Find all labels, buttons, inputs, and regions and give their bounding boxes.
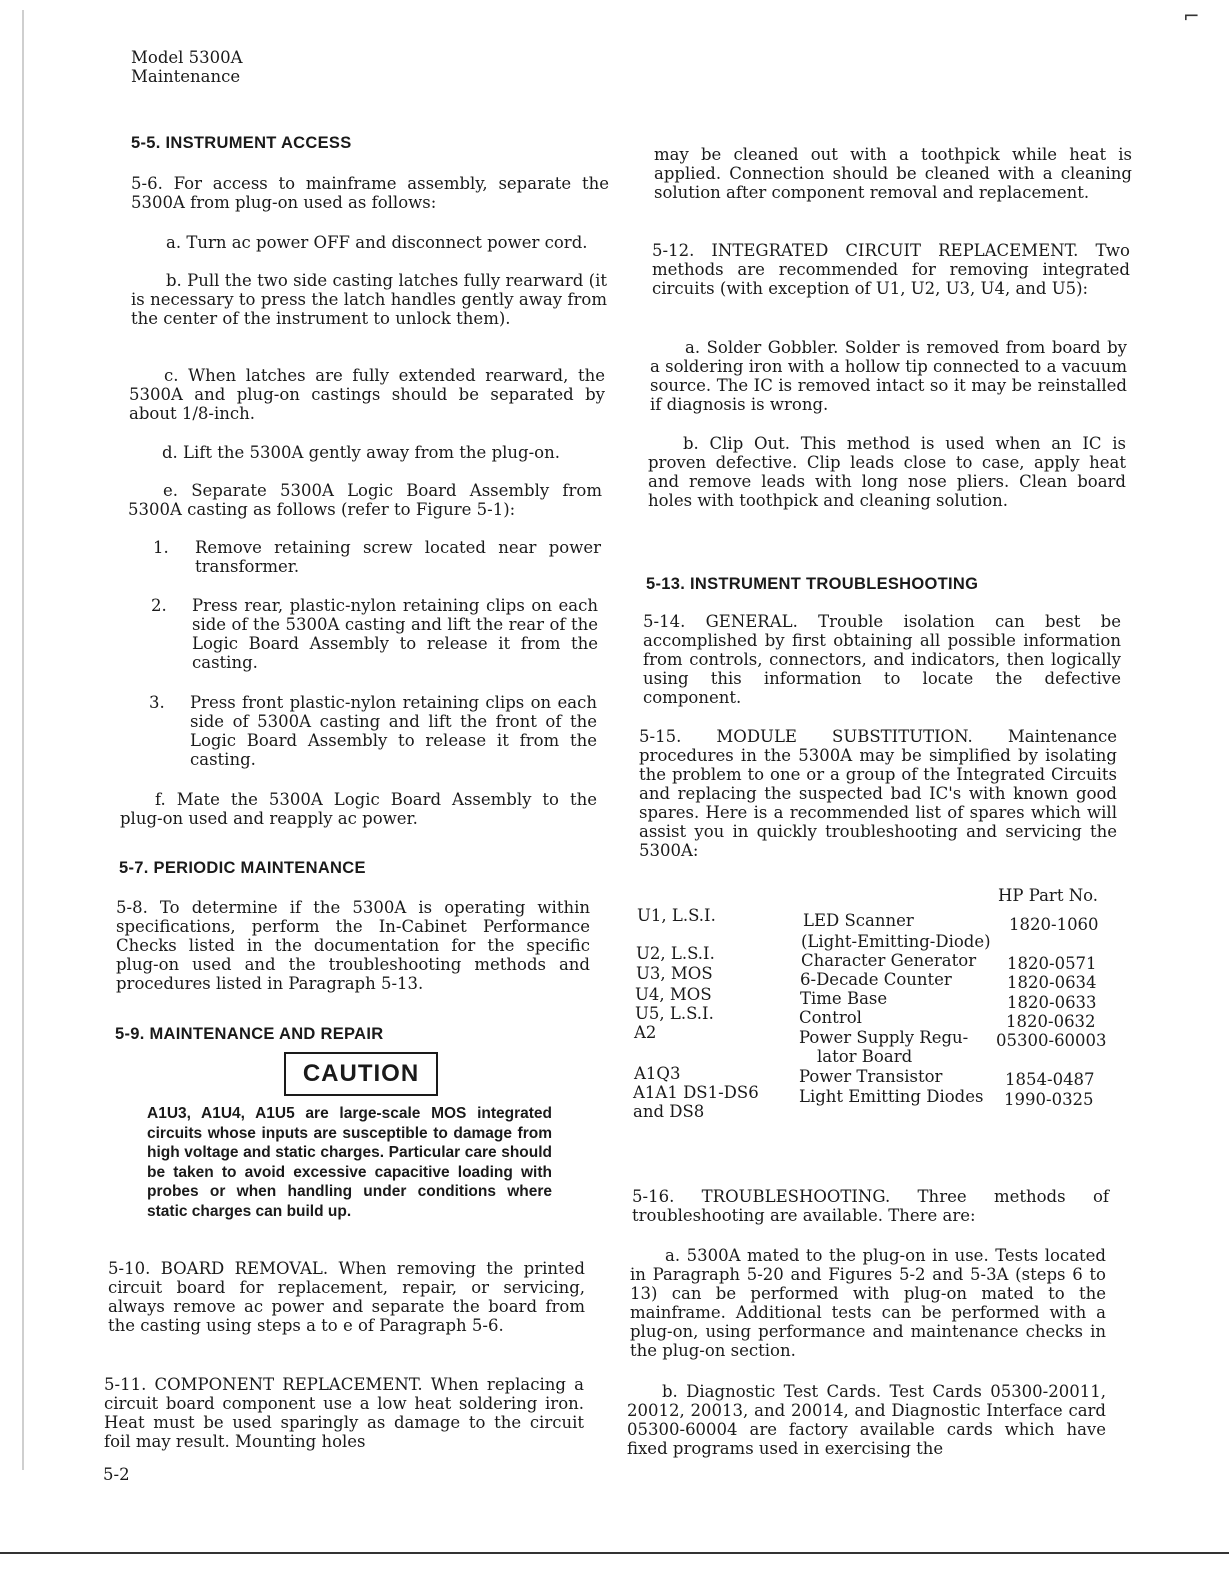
step-f: f. Mate the 5300A Logic Board Assembly to the plug-on used and reapply ac power. [120, 790, 597, 828]
part-ref: U5, L.S.I. [635, 1004, 714, 1023]
heading-5-5: 5-5. INSTRUMENT ACCESS [131, 134, 352, 152]
para-cont: may be cleaned out with a toothpick while heat is applied. Connection should be cleaned with a cleaning solution after component removal and replacement. [654, 145, 1132, 202]
step-c: c. When latches are fully extended rearward, the 5300A and plug-on castings should be separated by about 1/8-inch. [129, 366, 605, 423]
part-desc-line2: (Light-Emitting-Diode) [801, 932, 991, 951]
substep-3: Press front plastic-nylon retaining clips on each side of 5300A casting and lift the front of the Logic Board Assembly to release it from the casting. [190, 693, 597, 769]
part-desc: LED Scanner [803, 911, 914, 930]
part-number: 05300-60003 [996, 1031, 1107, 1050]
para-5-16-a: a. 5300A mated to the plug-on in use. Tests located in Paragraph 5-20 and Figures 5-2 and 5-3A (steps 6 to 13) can be performed with plug-on mated to the mainframe. Additional tests can be performed with a plug-on, using performance and maintenance checks in the plug-on section. [630, 1246, 1106, 1360]
substep-2: Press rear, plastic-nylon retaining clips on each side of the 5300A casting and lift the rear of the Logic Board Assembly to release it from the casting. [192, 596, 598, 672]
caution-label: CAUTION [284, 1052, 438, 1096]
part-number: 1820-0632 [1006, 1012, 1096, 1031]
heading-5-7: 5-7. PERIODIC MAINTENANCE [119, 859, 366, 877]
step-e: e. Separate 5300A Logic Board Assembly from 5300A casting as follows (refer to Figure 5-1): [128, 481, 602, 519]
para-5-8: 5-8. To determine if the 5300A is operating within specifications, perform the In-Cabinet Performance Checks listed in the documentation for the specific plug-on used and the troubleshooting methods and procedures listed in Paragraph 5-13. [116, 898, 590, 993]
para-5-10: 5-10. BOARD REMOVAL. When removing the printed circuit board for replacement, repair, or servicing, always remove ac power and separate the board from the casting using steps a to e of Paragraph 5-6. [108, 1259, 585, 1335]
para-5-12: 5-12. INTEGRATED CIRCUIT REPLACEMENT. Two methods are recommended for removing integrated circuits (with exception of U1, U2, U3, U4, and U5): [652, 241, 1130, 298]
part-desc: Character Generator [801, 951, 977, 970]
step-d: d. Lift the 5300A gently away from the plug-on. [162, 443, 560, 462]
step-a: a. Turn ac power OFF and disconnect power cord. [166, 233, 588, 252]
part-desc: 6-Decade Counter [800, 970, 952, 989]
part-ref: U2, L.S.I. [636, 944, 715, 963]
part-desc: Power Transistor [799, 1067, 943, 1086]
part-ref: U3, MOS [636, 964, 713, 983]
substep-2-num: 2. [151, 596, 167, 615]
heading-5-13: 5-13. INSTRUMENT TROUBLESHOOTING [646, 575, 979, 593]
bottom-rule [0, 1552, 1229, 1554]
part-ref: A1Q3 [634, 1064, 681, 1083]
part-number: 1820-0633 [1007, 993, 1097, 1012]
part-number: 1820-1060 [1009, 915, 1099, 934]
part-desc-line2: lator Board [817, 1047, 913, 1066]
substep-1-num: 1. [153, 538, 169, 557]
part-number: 1820-0571 [1007, 954, 1097, 973]
scan-edge-mark [22, 10, 24, 1470]
part-number: 1854-0487 [1005, 1070, 1095, 1089]
step-b: b. Pull the two side casting latches fully rearward (it is necessary to press the latch handles gently away from the center of the instrument to unlock them). [131, 271, 607, 328]
substep-1: Remove retaining screw located near power transformer. [195, 538, 601, 576]
part-desc: Light Emitting Diodes [799, 1087, 984, 1106]
part-ref: A1A1 DS1-DS6 [633, 1083, 759, 1102]
heading-5-9: 5-9. MAINTENANCE AND REPAIR [115, 1025, 384, 1043]
substep-3-num: 3. [149, 693, 165, 712]
para-5-16: 5-16. TROUBLESHOOTING. Three methods of troubleshooting are available. There are: [632, 1187, 1109, 1225]
part-desc: Control [799, 1008, 862, 1027]
para-5-12-a: a. Solder Gobbler. Solder is removed from board by a soldering iron with a hollow tip connected to a vacuum source. The IC is removed intact so it may be reinstalled if diagnosis is wrong. [650, 338, 1127, 414]
header [131, 48, 243, 86]
part-ref-line2: and DS8 [633, 1102, 705, 1121]
para-5-6: 5-6. For access to mainframe assembly, separate the 5300A from plug-on used as follows: [131, 174, 609, 212]
part-number: 1990-0325 [1004, 1090, 1094, 1109]
para-5-16-b: b. Diagnostic Test Cards. Test Cards 05300-20011, 20012, 20013, and 20014, and Diagnostic Interface card 05300-60004 are factory available cards which have fixed programs used in exercising the [627, 1382, 1106, 1458]
corner-mark: ⌐ [1183, 4, 1200, 28]
header-model: Model 5300A [131, 48, 243, 67]
part-ref: U1, L.S.I. [637, 906, 716, 925]
part-ref: A2 [634, 1023, 657, 1042]
part-ref: U4, MOS [635, 985, 712, 1004]
para-5-11: 5-11. COMPONENT REPLACEMENT. When replacing a circuit board component use a low heat soldering iron. Heat must be used sparingly as damage to the circuit foil may result. Mounting holes [104, 1375, 584, 1451]
caution-text: A1U3, A1U4, A1U5 are large-scale MOS integrated circuits whose inputs are susceptible to damage from high voltage and static charges. Particular care should be taken to avoid excessive capacitive loading with probes or when handling under conditions where static charges can build up. [147, 1105, 552, 1220]
page-number: 5-2 [103, 1465, 130, 1484]
header-section: Maintenance [131, 67, 241, 86]
parts-header: HP Part No. [998, 886, 1099, 905]
para-5-12-b: b. Clip Out. This method is used when an IC is proven defective. Clip leads close to case, apply heat and remove leads with long nose pliers. Clean board holes with toothpick and cleaning solution. [648, 434, 1126, 510]
part-desc: Time Base [800, 989, 888, 1008]
part-desc: Power Supply Regu- [799, 1028, 969, 1047]
part-number: 1820-0634 [1007, 973, 1097, 992]
para-5-14: 5-14. GENERAL. Trouble isolation can best be accomplished by first obtaining all possible information from controls, connectors, and indicators, then logically using this information to locate the defective component. [643, 612, 1121, 707]
para-5-15: 5-15. MODULE SUBSTITUTION. Maintenance procedures in the 5300A may be simplified by isolating the problem to one or a group of the Integrated Circuits and replacing the suspected bad IC's with known good spares. Here is a recommended list of spares which will assist you in quickly troubleshooting and servicing the 5300A: [639, 727, 1117, 860]
